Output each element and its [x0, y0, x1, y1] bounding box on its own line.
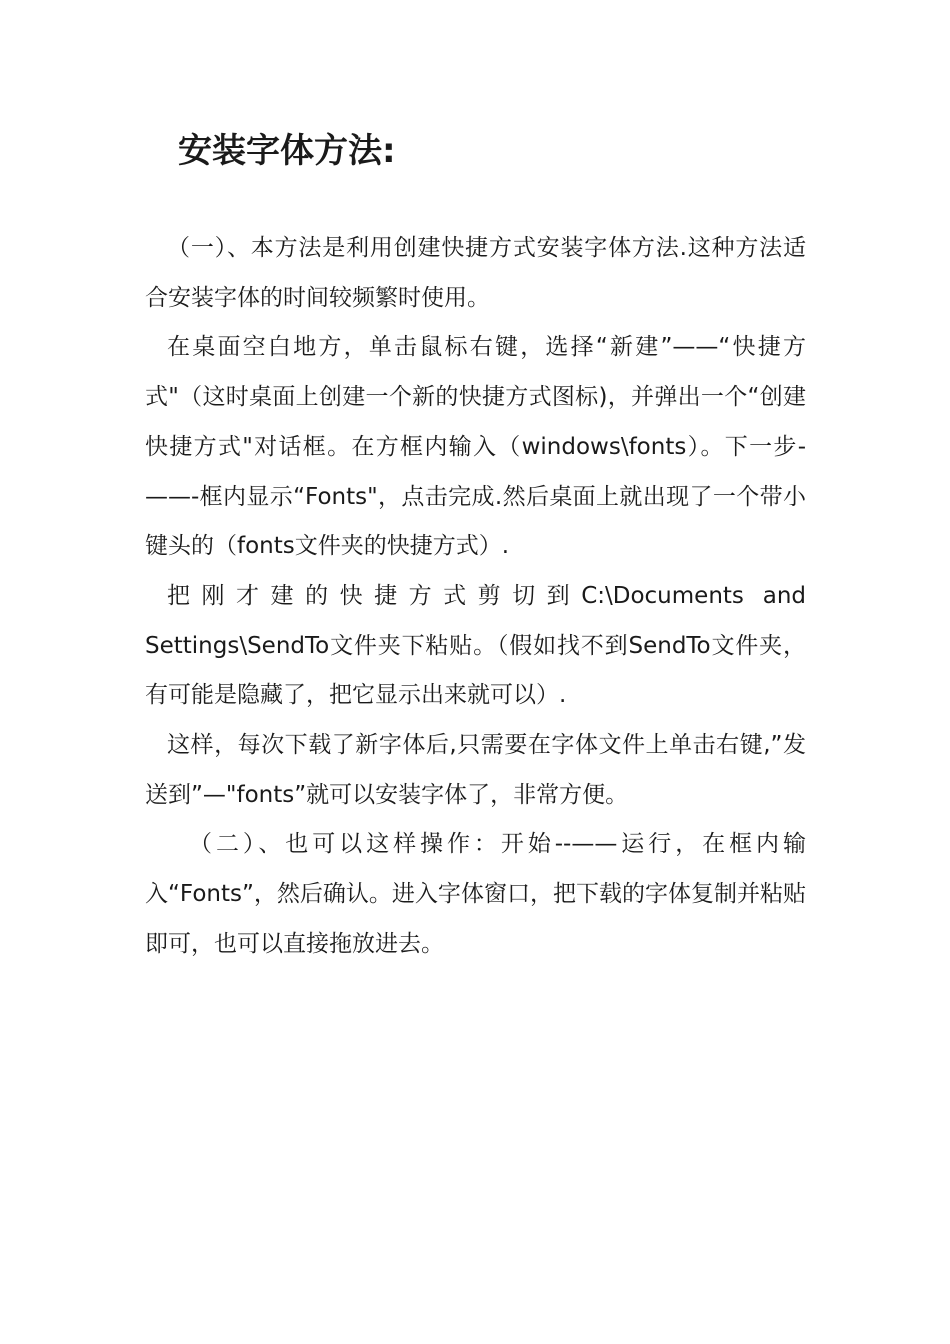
paragraph-send-to-fonts: 这样，每次下载了新字体后,只需要在字体文件上单击右键,”发送到”—"fonts”就可以安装字体了，非常方便。	[145, 732, 806, 808]
paragraph-create-shortcut: 在桌面空白地方，单击鼠标右键，选择“新建”——“快捷方式"（这时桌面上创建一个新的快捷方式图标)，并弹出一个“创建快捷方式"对话框。在方框内输入（windows\fonts）。下一步-——-框内显示“Fonts"，点击完成.然后桌面上就出现了一个带小键头的（fonts文件夹的快捷方式）.	[145, 334, 806, 560]
paragraph-move-to-sendto: 把刚才建的快捷方式剪切到C:\Documents and Settings\SendTo文件夹下粘贴。（假如找不到SendTo文件夹，有可能是隐藏了，把它显示出来就可以）.	[145, 582, 806, 709]
paragraph-method-one-intro: （一）、本方法是利用创建快捷方式安装字体方法.这种方法适合安装字体的时间较频繁时使用。	[145, 235, 806, 311]
paragraph-method-two: （二）、也可以这样操作：开始--——运行，在框内输入“Fonts”，然后确认。进入字体窗口，把下载的字体复制并粘贴即可，也可以直接拖放进去。	[145, 831, 806, 957]
document-title: 安装字体方法:	[178, 131, 396, 171]
document-body	[145, 224, 806, 970]
